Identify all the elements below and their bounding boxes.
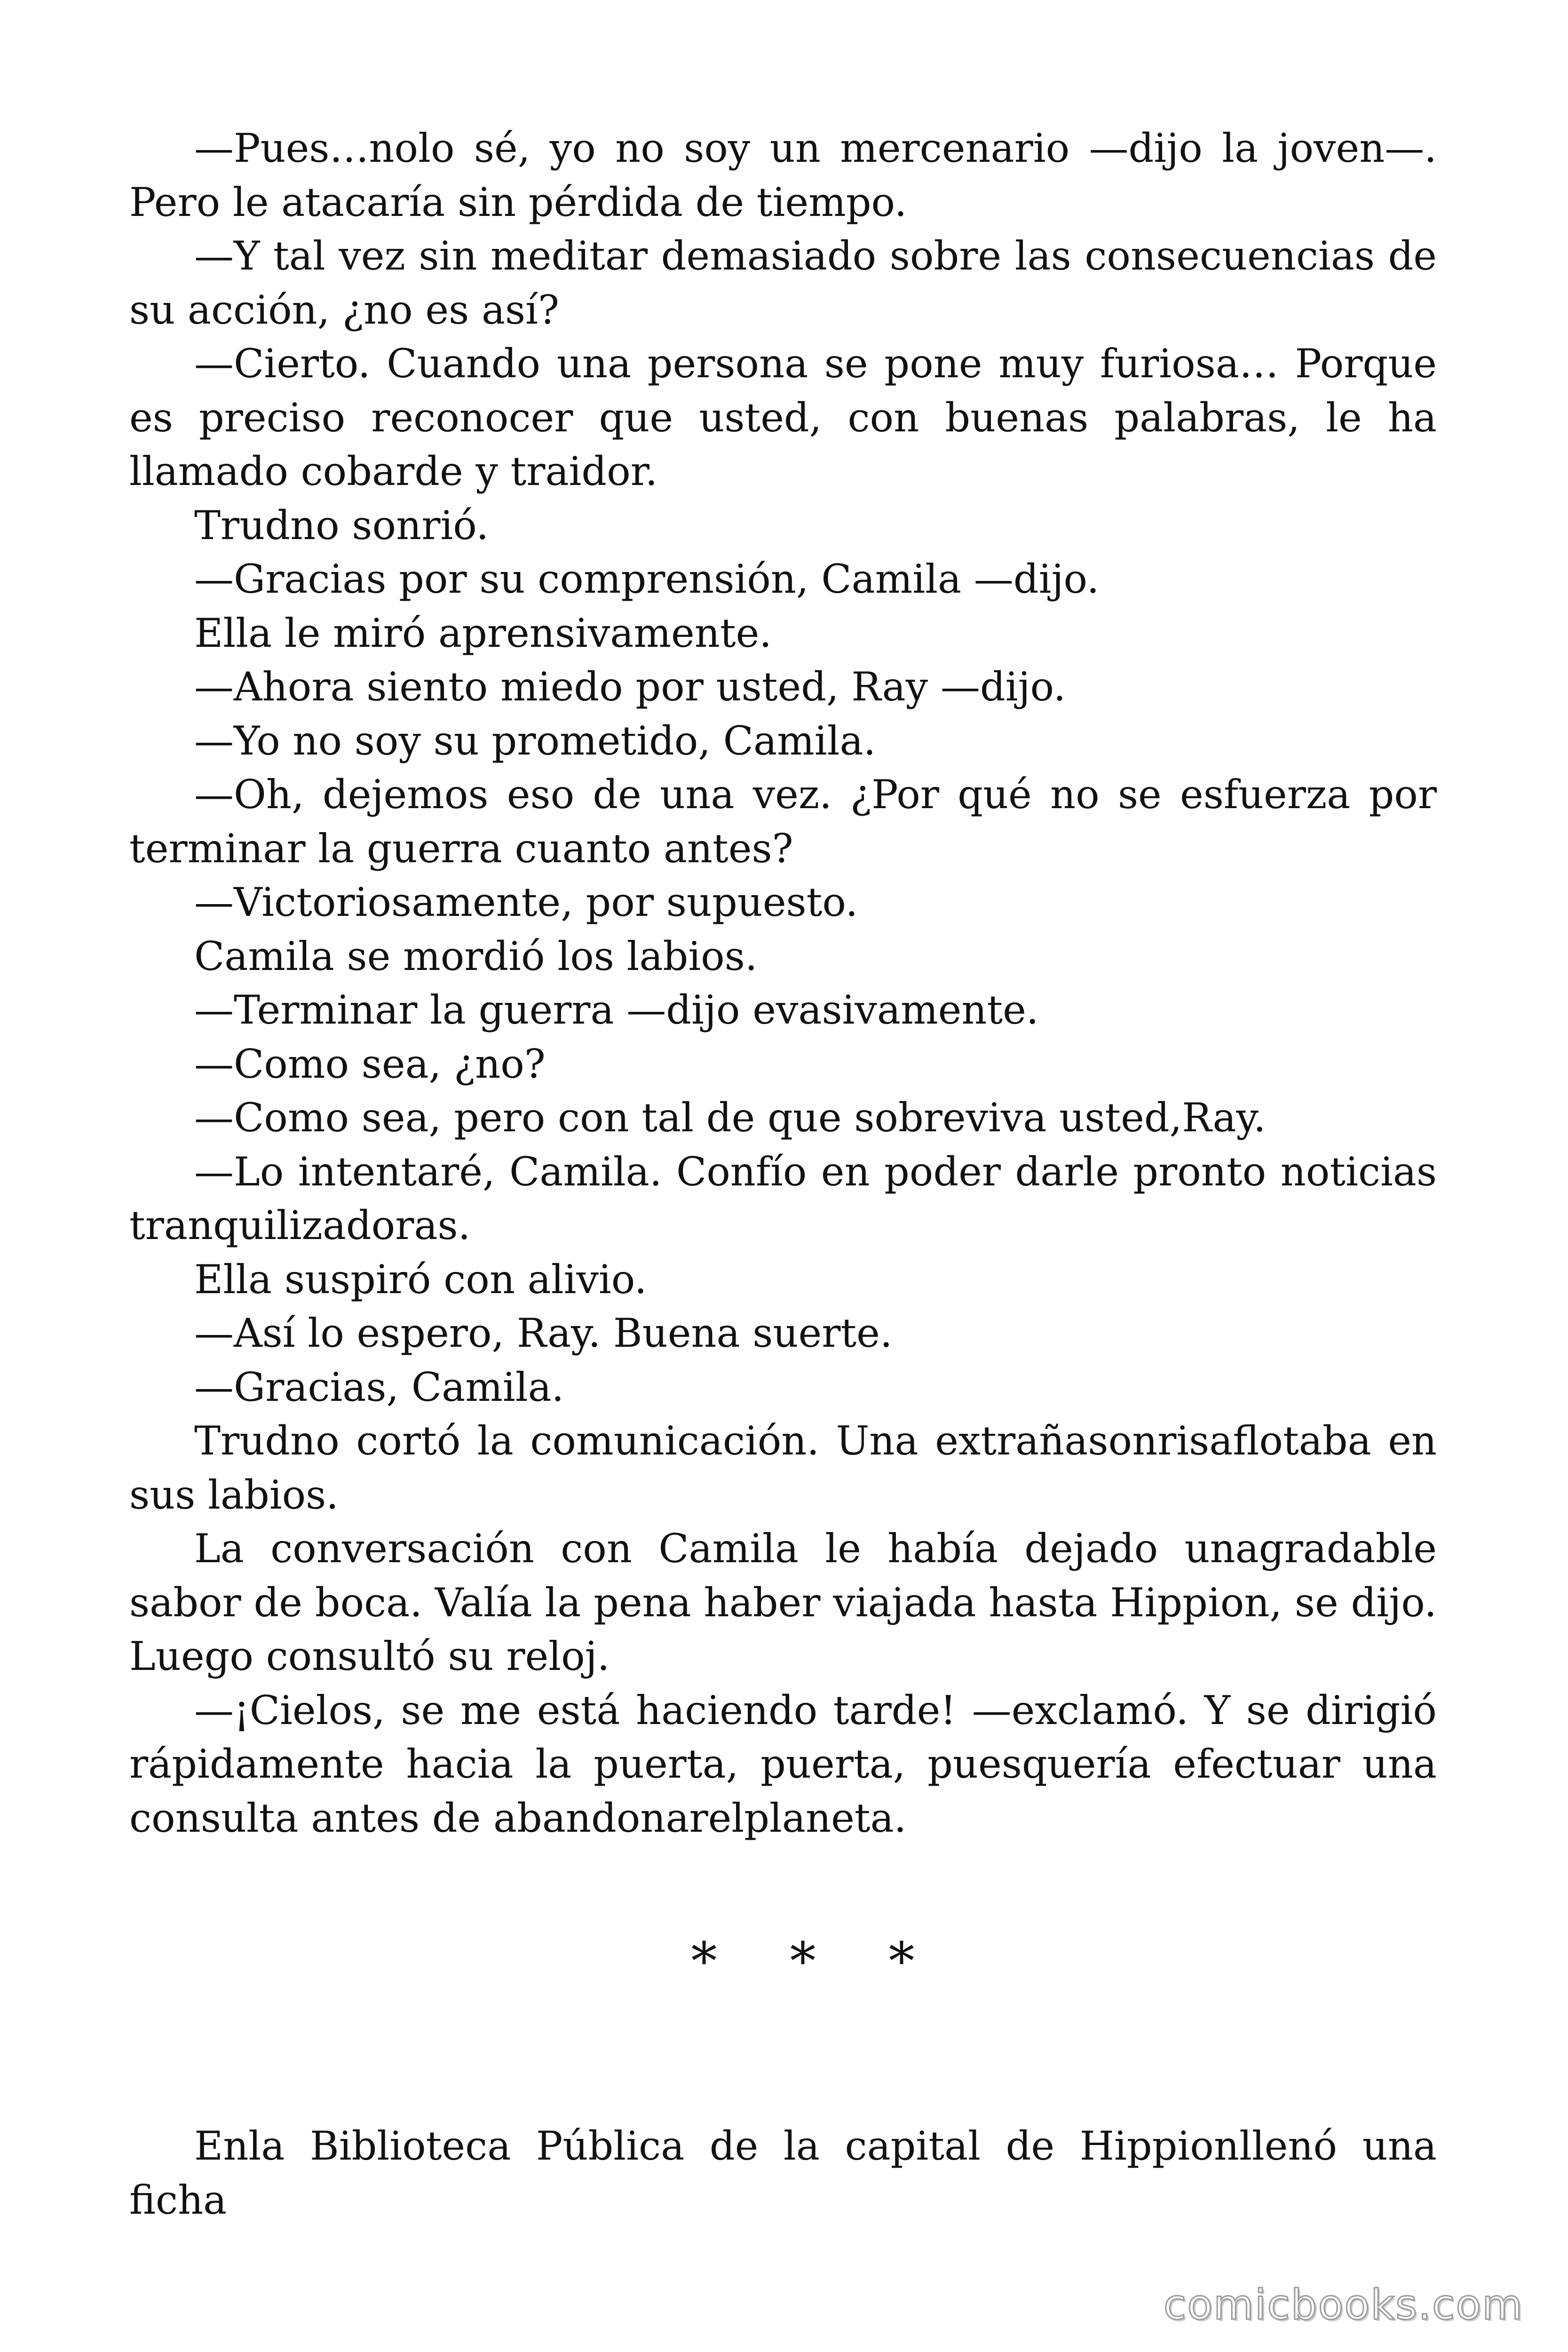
paragraph: —Oh, dejemos eso de una vez. ¿Por qué no se esfuerza por terminar la guerra cuanto antes? xyxy=(129,771,1437,872)
paragraph: La conversación con Camila le había dejado unagradable sabor de boca. Valía la pena haber viajada hasta Hippion, se dijo. Luego consultó su reloj. xyxy=(129,1526,1437,1679)
paragraph: —Como sea, ¿no? xyxy=(194,1041,546,1087)
section-separator: * * * xyxy=(691,1931,943,1991)
paragraph: Ella suspiró con alivio. xyxy=(194,1256,647,1303)
paragraph: —Como sea, pero con tal de que sobreviva usted,Ray. xyxy=(194,1095,1266,1141)
paragraph: Trudno cortó la comunicación. Una extrañasonrisaflotaba en sus labios. xyxy=(129,1418,1437,1518)
paragraph: Camila se mordió los labios. xyxy=(194,933,758,979)
paragraph: —Ahora siento miedo por usted, Ray —dijo. xyxy=(194,664,1066,710)
body-text xyxy=(129,121,1437,1845)
paragraph: —Pues…nolo sé, yo no soy un mercenario —dijo la joven—. Pero le atacaría sin pérdida de tiempo. xyxy=(129,125,1437,225)
paragraph: —Lo intentaré, Camila. Confío en poder darle pronto noticias tranquilizadoras. xyxy=(129,1148,1437,1248)
paragraph: Enla Biblioteca Pública de la capital de Hippionllenó una ficha xyxy=(129,2123,1437,2223)
paragraph: —Victoriosamente, por supuesto. xyxy=(194,879,858,925)
paragraph: —Terminar la guerra —dijo evasivamente. xyxy=(194,987,1039,1033)
paragraph: —¡Cielos, se me está haciendo tarde! —exclamó. Y se dirigió rápidamente hacia la puerta, puerta, puesquería efectuar una consulta antes de abandonarelplaneta. xyxy=(129,1687,1437,1841)
paragraph: —Gracias, Camila. xyxy=(194,1364,564,1410)
paragraph: —Así lo espero, Ray. Buena suerte. xyxy=(194,1310,893,1356)
paragraph: —Yo no soy su prometido, Camila. xyxy=(194,717,876,764)
paragraph: —Cierto. Cuando una persona se pone muy furiosa… Porque es preciso reconocer que usted, con buenas palabras, le ha llamado cobarde y traidor. xyxy=(129,341,1437,494)
paragraph: —Y tal vez sin meditar demasiado sobre las consecuencias de su acción, ¿no es así? xyxy=(129,233,1437,333)
watermark: comicbooks.com xyxy=(1163,2280,1523,2329)
paragraph: Ella le miró aprensivamente. xyxy=(194,610,772,656)
paragraph: Trudno sonrió. xyxy=(194,502,489,548)
paragraph: —Gracias por su comprensión, Camila —dijo. xyxy=(194,556,1100,602)
